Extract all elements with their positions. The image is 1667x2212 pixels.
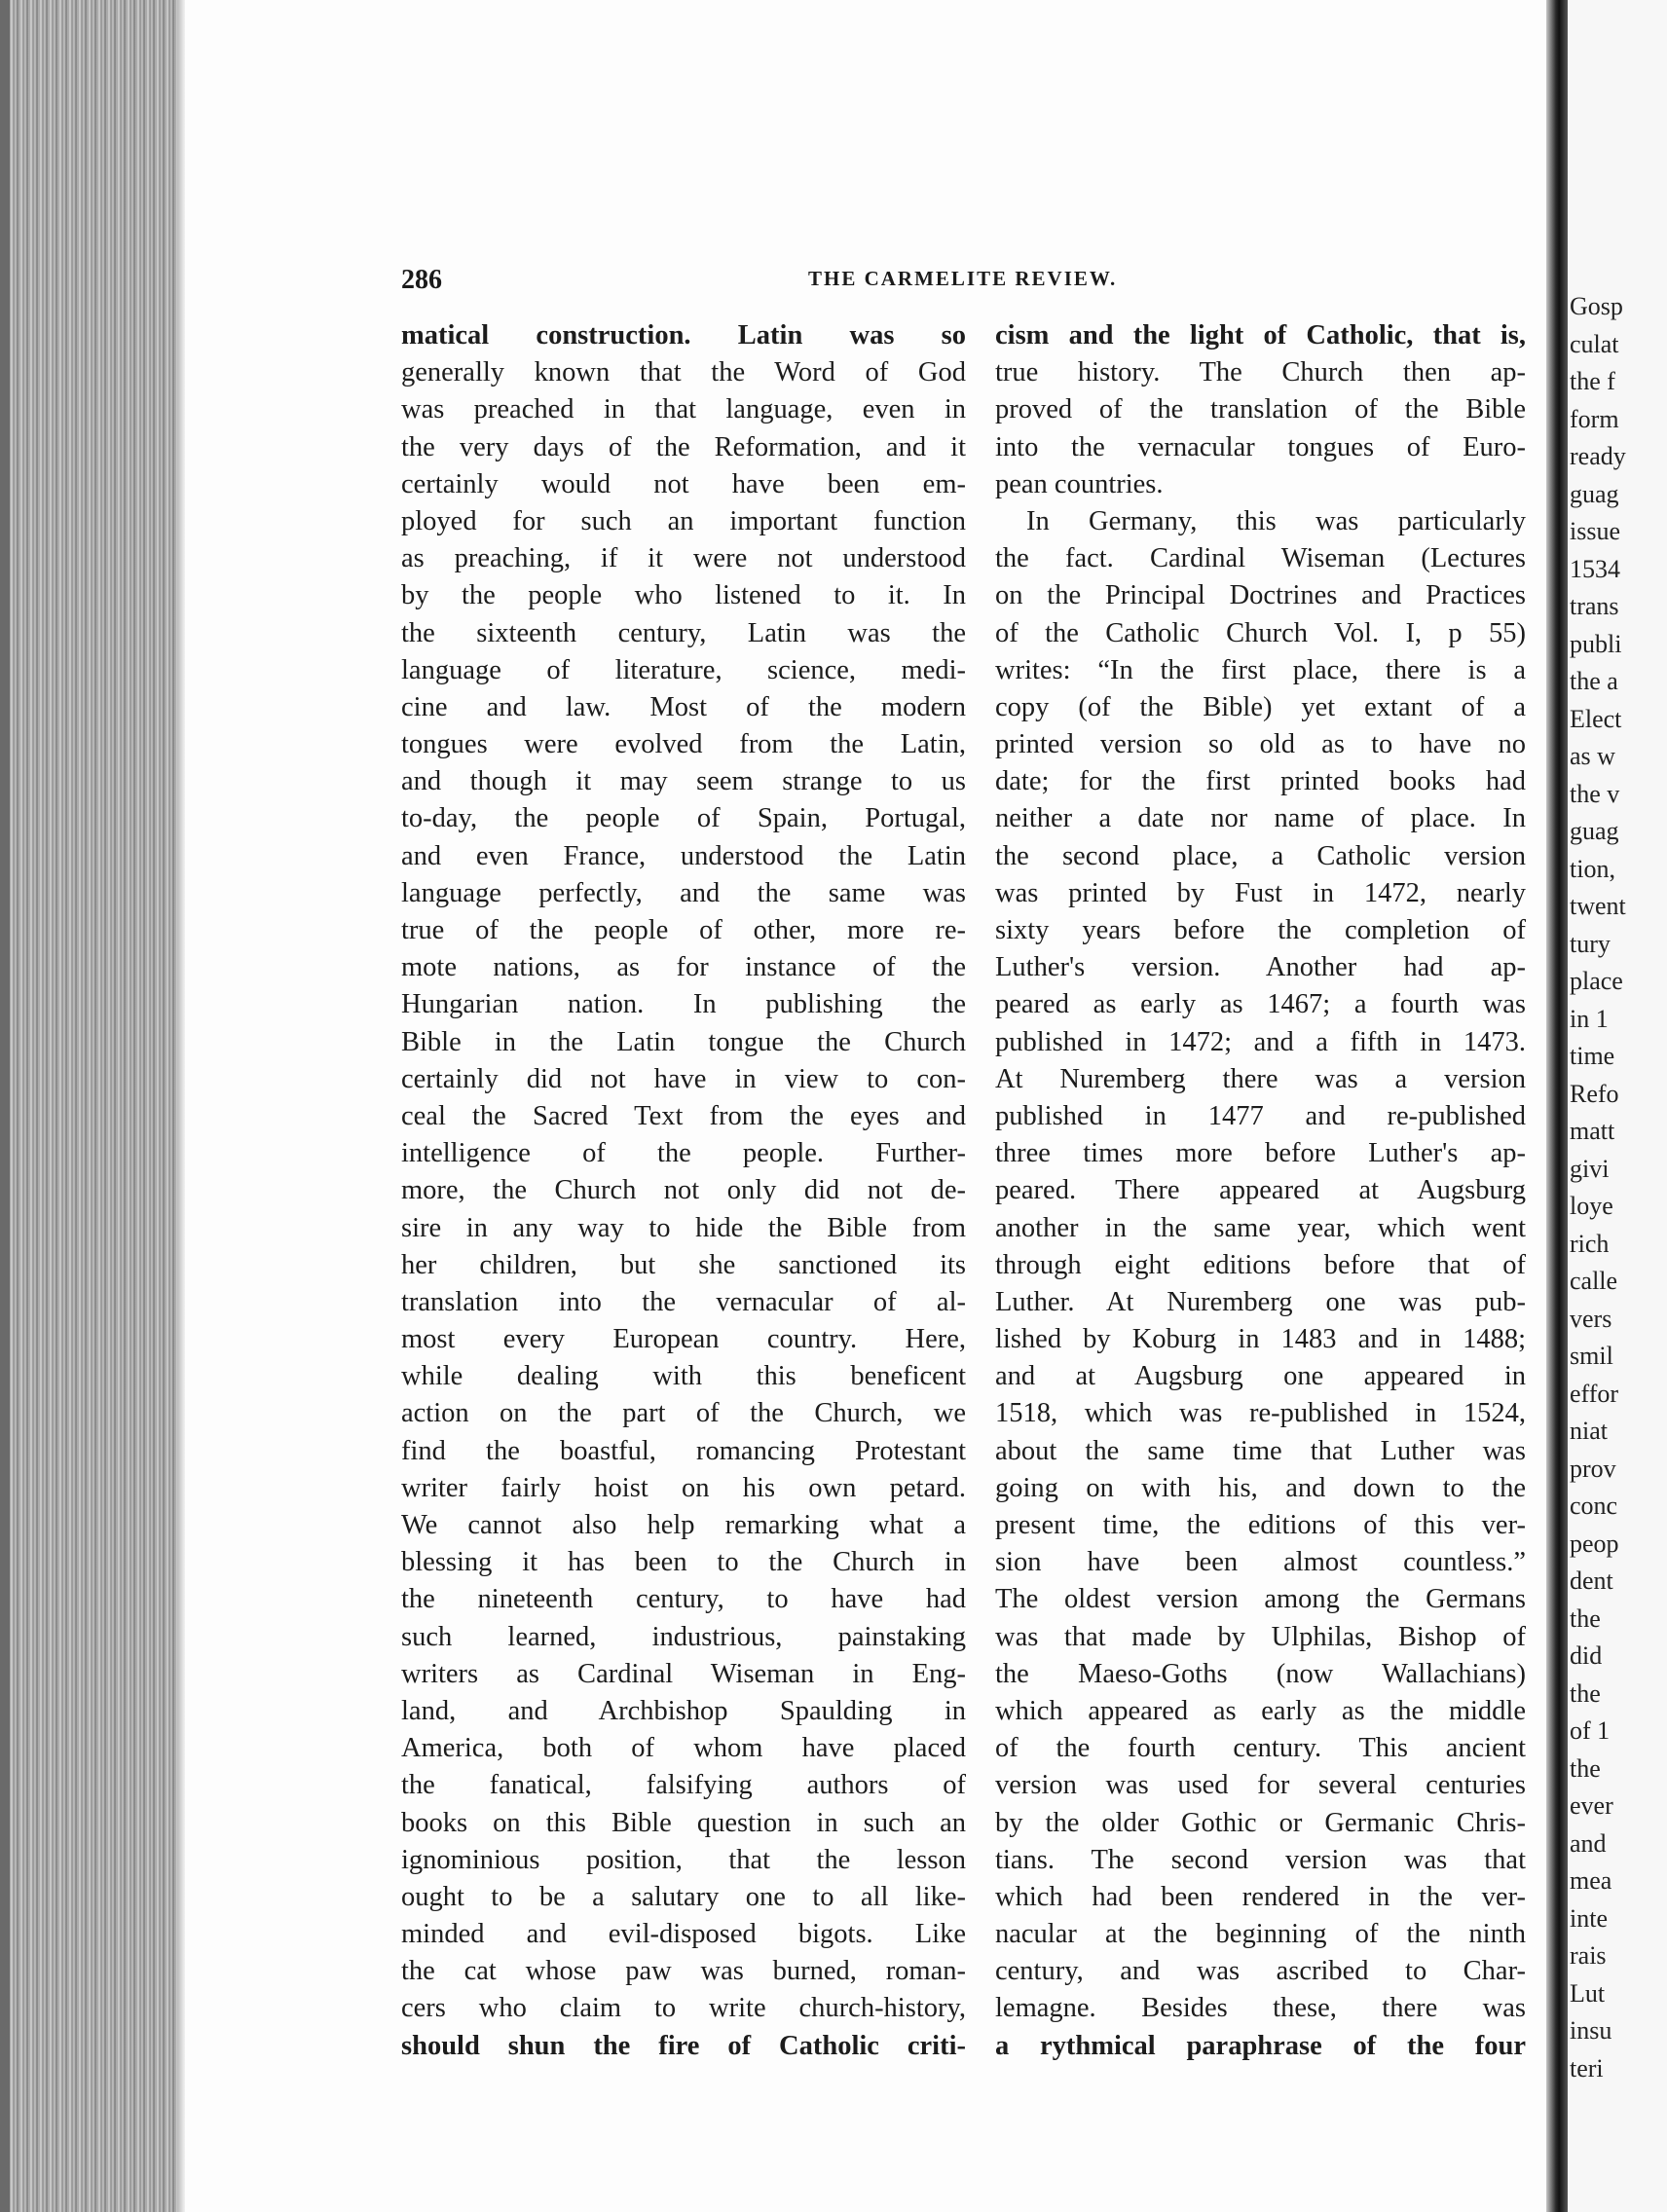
text-line: blessing it has been to the Church in (401, 1547, 966, 1578)
text-line: ployed for such an important function (401, 505, 966, 536)
text-line: while dealing with this beneficent (401, 1361, 966, 1392)
facing-page-line: conc (1570, 1492, 1618, 1520)
text-line: through eight editions before that of (995, 1249, 1526, 1280)
text-line: lemagne. Besides these, there was (995, 1993, 1526, 2024)
facing-page-line: dent (1570, 1567, 1613, 1595)
facing-page-line: place (1570, 967, 1623, 995)
text-line: writes: “In the first place, there is a (995, 654, 1526, 685)
text-line: and though it may seem strange to us (401, 766, 966, 797)
facing-page-line: guag (1570, 817, 1619, 845)
text-line: proved of the translation of the Bible (995, 394, 1526, 425)
facing-page-line: smil (1570, 1342, 1613, 1370)
text-line: Hungarian nation. In publishing the (401, 989, 966, 1020)
facing-page-line: ever (1570, 1791, 1613, 1820)
text-line: translation into the vernacular of al- (401, 1286, 966, 1317)
text-line: America, both of whom have placed (401, 1733, 966, 1764)
facing-page-line: the f (1570, 367, 1615, 395)
text-line: tians. The second version was that (995, 1844, 1526, 1875)
facing-page-line: twent (1570, 892, 1626, 920)
text-line: printed version so old as to have no (995, 729, 1526, 760)
facing-page-line: tury (1570, 929, 1611, 958)
facing-page-line: Lut (1570, 1978, 1606, 2008)
facing-page-line: Refo (1570, 1079, 1619, 1108)
facing-page-line: rich (1570, 1229, 1610, 1258)
text-line: about the same time that Luther was (995, 1435, 1526, 1466)
text-line: The oldest version among the Germans (995, 1584, 1526, 1615)
text-line: language of literature, science, medi- (401, 654, 966, 685)
text-line: peared as early as 1467; a fourth was (995, 989, 1526, 1020)
text-line: minded and evil-disposed bigots. Like (401, 1919, 966, 1950)
facing-page-line: of 1 (1570, 1716, 1611, 1745)
facing-page-line: publi (1570, 629, 1622, 658)
facing-page-line: effor (1570, 1379, 1619, 1408)
text-line: the nineteenth century, to have had (401, 1584, 966, 1615)
text-line: century, and was ascribed to Char- (995, 1956, 1526, 1987)
text-line: cine and law. Most of the modern (401, 691, 966, 722)
facing-page-line: mea (1570, 1866, 1612, 1895)
text-line: Bible in the Latin tongue the Church (401, 1026, 966, 1057)
text-line: more, the Church not only did not de- (401, 1175, 966, 1206)
facing-page-line: prov (1570, 1454, 1616, 1483)
text-line: nacular at the beginning of the ninth (995, 1919, 1526, 1950)
right-text-column (995, 317, 1526, 2065)
facing-page-line: the (1570, 1678, 1601, 1708)
facing-page-line: inte (1570, 1903, 1608, 1933)
text-line: by the people who listened to it. In (401, 580, 966, 611)
facing-page-line: matt (1570, 1117, 1615, 1145)
facing-page-line: as w (1570, 742, 1615, 770)
text-line: published in 1472; and a fifth in 1473. (995, 1026, 1526, 1057)
text-line: books on this Bible question in such an (401, 1807, 966, 1838)
facing-page-line: Elect (1570, 704, 1622, 733)
text-line: sixty years before the completion of (995, 915, 1526, 945)
text-line: tongues were evolved from the Latin, (401, 729, 966, 760)
text-line: three times more before Luther's ap- (995, 1138, 1526, 1169)
facing-page-line: form (1570, 404, 1619, 433)
text-line: was preached in that language, even in (401, 394, 966, 425)
page-number: 286 (401, 265, 442, 295)
text-line: At Nuremberg there was a version (995, 1063, 1526, 1094)
text-line: In Germany, this was particularly (1026, 505, 1526, 536)
page-header (401, 263, 1521, 312)
facing-page-line: teri (1570, 2053, 1604, 2083)
text-line: 1518, which was re-published in 1524, (995, 1398, 1526, 1429)
text-line: sire in any way to hide the Bible from (401, 1212, 966, 1243)
text-line: was that made by Ulphilas, Bishop of (995, 1621, 1526, 1652)
text-line: lished by Koburg in 1483 and in 1488; (995, 1324, 1526, 1355)
text-line: land, and Archbishop Spaulding in (401, 1695, 966, 1726)
text-line: intelligence of the people. Further- (401, 1138, 966, 1169)
text-line: by the older Gothic or Germanic Chris- (995, 1807, 1526, 1838)
text-line: We cannot also help remarking what a (401, 1510, 966, 1540)
facing-page-fragment (1568, 0, 1667, 2212)
text-line: as preaching, if it were not understood (401, 543, 966, 574)
facing-page-line: 1534 (1570, 554, 1620, 583)
text-line: date; for the first printed books had (995, 766, 1526, 797)
text-line: into the vernacular tongues of Euro- (995, 431, 1526, 462)
facing-page-line: peop (1570, 1529, 1619, 1558)
text-line: ought to be a salutary one to all like- (401, 1881, 966, 1912)
text-line: present time, the editions of this ver- (995, 1510, 1526, 1540)
text-line: certainly would not have been em- (401, 468, 966, 499)
text-line: version was used for several centuries (995, 1770, 1526, 1801)
facing-page-line: loye (1570, 1192, 1613, 1220)
text-line: another in the same year, which went (995, 1212, 1526, 1243)
facing-page-line: niat (1570, 1417, 1608, 1445)
facing-page-text (1568, 288, 1626, 2087)
text-line: writer fairly hoist on his own petard. (401, 1472, 966, 1503)
facing-page-line: time (1570, 1042, 1615, 1070)
text-line: find the boastful, romancing Protestant (401, 1435, 966, 1466)
facing-page-line: tion, (1570, 854, 1615, 883)
text-line: a rythmical paraphrase of the four (995, 2030, 1526, 2061)
text-line: mote nations, as for instance of the (401, 952, 966, 983)
facing-page-line: the (1570, 1753, 1601, 1783)
text-line: the fanatical, falsifying authors of (401, 1770, 966, 1801)
left-text-column (401, 317, 966, 2065)
text-line: the Maeso-Goths (now Wallachians) (995, 1658, 1526, 1689)
text-line: which had been rendered in the ver- (995, 1881, 1526, 1912)
text-line: published in 1477 and re-published (995, 1100, 1526, 1131)
text-line: the sixteenth century, Latin was the (401, 617, 966, 648)
text-line: action on the part of the Church, we (401, 1398, 966, 1429)
facing-page-line: vers (1570, 1304, 1612, 1333)
facing-page-line: Gosp (1570, 292, 1623, 320)
text-line: and even France, understood the Latin (401, 840, 966, 871)
text-line: certainly did not have in view to con- (401, 1063, 966, 1094)
text-line: Luther's version. Another had ap- (995, 952, 1526, 983)
facing-page-line: the (1570, 1604, 1601, 1633)
facing-page-line: did (1570, 1641, 1603, 1670)
facing-page-line: trans (1570, 592, 1619, 620)
text-line: her children, but she sanctioned its (401, 1249, 966, 1280)
text-line: peared. There appeared at Augsburg (995, 1175, 1526, 1206)
text-line: ceal the Sacred Text from the eyes and (401, 1100, 966, 1131)
text-line: language perfectly, and the same was (401, 877, 966, 908)
text-line: copy (of the Bible) yet extant of a (995, 691, 1526, 722)
facing-page-line: in 1 (1570, 1004, 1609, 1033)
facing-page-line: ready (1570, 442, 1626, 470)
text-line: on the Principal Doctrines and Practices (995, 580, 1526, 611)
book-page-edges (0, 0, 185, 2212)
text-line: should shun the fire of Catholic criti- (401, 2030, 966, 2061)
text-line: of the fourth century. This ancient (995, 1733, 1526, 1764)
facing-page-line: the a (1570, 667, 1618, 695)
text-line: cers who claim to write church-history, (401, 1993, 966, 2024)
text-line: Luther. At Nuremberg one was pub- (995, 1286, 1526, 1317)
facing-page-line: givi (1570, 1154, 1610, 1183)
text-line: to-day, the people of Spain, Portugal, (401, 803, 966, 834)
text-line: writers as Cardinal Wiseman in Eng- (401, 1658, 966, 1689)
facing-page-line: issue (1570, 517, 1620, 545)
text-line: ignominious position, that the lesson (401, 1844, 966, 1875)
text-line: true history. The Church then ap- (995, 357, 1526, 388)
text-line: the cat whose paw was burned, roman- (401, 1956, 966, 1987)
facing-page-line: insu (1570, 2016, 1612, 2045)
text-line: going on with his, and down to the (995, 1472, 1526, 1503)
text-line: sion have been almost countless.” (995, 1547, 1526, 1578)
facing-page-line: rais (1570, 1941, 1607, 1970)
facing-page-line: the v (1570, 779, 1620, 808)
facing-page-line: culat (1570, 329, 1619, 358)
text-line: cism and the light of Catholic, that is, (995, 320, 1526, 350)
text-line: the fact. Cardinal Wiseman (Lectures (995, 543, 1526, 574)
text-line: generally known that the Word of God (401, 357, 966, 388)
text-line: pean countries. (995, 468, 1164, 499)
text-line: such learned, industrious, painstaking (401, 1621, 966, 1652)
text-line: true of the people of other, more re- (401, 915, 966, 945)
text-line: the second place, a Catholic version (995, 840, 1526, 871)
facing-page-line: guag (1570, 479, 1619, 508)
text-line: most every European country. Here, (401, 1324, 966, 1355)
text-line: which appeared as early as the middle (995, 1695, 1526, 1726)
text-line: was printed by Fust in 1472, nearly (995, 877, 1526, 908)
running-title: THE CARMELITE REVIEW. (808, 267, 1118, 290)
text-line: and at Augsburg one appeared in (995, 1361, 1526, 1392)
book-gutter (1546, 0, 1568, 2212)
text-line: matical construction. Latin was so (401, 320, 966, 350)
text-line: of the Catholic Church Vol. I, p 55) (995, 617, 1526, 648)
facing-page-line: calle (1570, 1267, 1618, 1295)
facing-page-line: and (1570, 1828, 1607, 1858)
text-line: neither a date nor name of place. In (995, 803, 1526, 834)
text-line: the very days of the Reformation, and it (401, 431, 966, 462)
